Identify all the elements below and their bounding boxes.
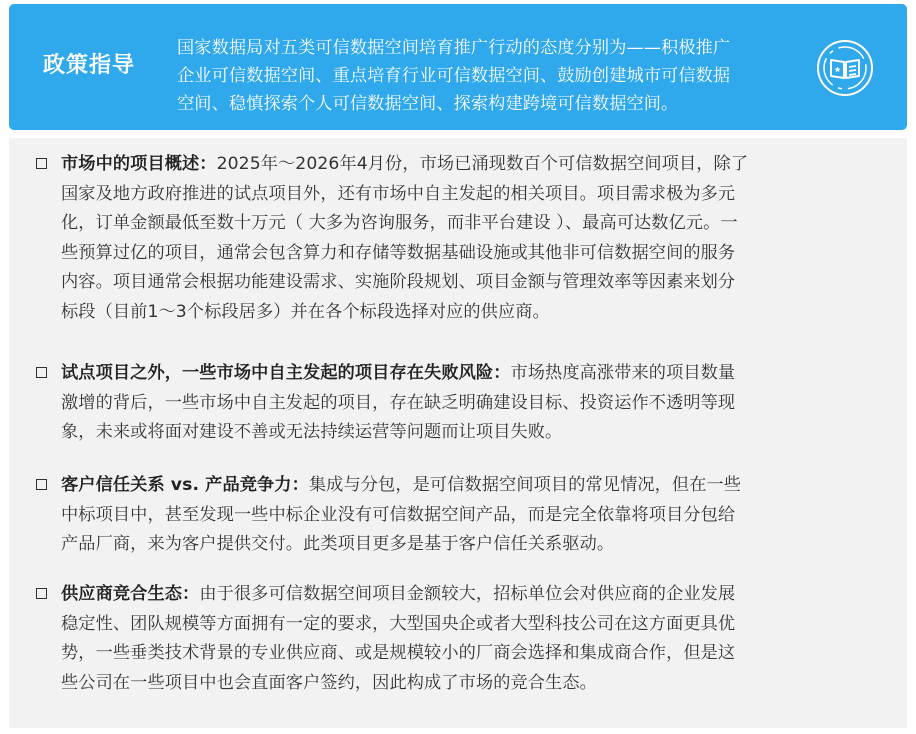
content-panel [9,138,907,728]
checkbox-square-icon [36,588,47,599]
list-item-text: 客户信任关系 vs. 产品竞争力：集成与分包，是可信数据空间项目的常见情况，但在一些 中标项目中，甚至发现一些中标企业没有可信数据空间产品，而是完全依靠将项目分包给 产品厂商，来为客户提供交付。此类项目更多是基于客户信任关系驱动。 [61,475,742,554]
list-item [36,359,886,448]
banner-line: 国家数据局对五类可信数据空间培育推广行动的态度分别为——积极推广 [177,38,731,58]
banner-title: 政策指导 [43,53,136,78]
list-item-heading: 试点项目之外，一些市场中自主发起的项目存在失败风险： [61,363,511,383]
banner-line: 空间、稳慎探索个人可信数据空间、探索构建跨境可信数据空间。 [177,94,679,114]
list-item [36,150,886,327]
list-item-text: 试点项目之外，一些市场中自主发起的项目存在失败风险：市场热度高涨带来的项目数量 激增的背后，一些市场中自主发起的项目，存在缺乏明确建设目标、投资运作不透明等现 象，未来或将面对建设不善或无法持续运营等问题而让项目失败。 [61,363,736,442]
checkbox-square-icon [36,479,47,490]
banner-text [177,34,809,118]
list-item-heading: 市场中的项目概述： [61,154,217,174]
list-item-text: 市场中的项目概述：2025年～2026年4月份，市场已涌现数百个可信数据空间项目，除了 国家及地方政府推进的试点项目外，还有市场中自主发起的相关项目。项目需求极为多元 化，订单金额最低至数十万元（ 大多为咨询服务，而非平台建设 ）、最高可达数亿元。一 些预算过亿的项目，通常会包含算力和存储等数据基础设施或其他非可信数据空间的服务 内容。项目通常会根据功能建设需求、实施阶段规划、项目金额与管理效率等因素来划分 标段（目前1～3个标段居多）并在各个标段选择对应的供应商。 [61,154,749,322]
list-item [36,471,886,560]
policy-guidance-banner [9,4,907,130]
list-item-text: 供应商竞合生态：由于很多可信数据空间项目金额较大，招标单位会对供应商的企业发展 稳定性、团队规模等方面拥有一定的要求，大型国央企或者大型科技公司在这方面更具优 势，一些垂类技术背景的专业供应商、或是规模较小的厂商会选择和集成商合作，但是这 些公司在一些项目中也会直面客户签约，因此构成了市场的竞合生态。 [61,584,736,693]
checkbox-square-icon [36,367,47,378]
book-star-icon [815,38,875,98]
checkbox-square-icon [36,158,47,169]
list-item [36,580,886,698]
banner-line: 企业可信数据空间、重点培育行业可信数据空间、鼓励创建城市可信数据 [177,66,731,86]
list-item-heading: 供应商竞合生态： [61,584,200,604]
list-item-heading: 客户信任关系 vs. 产品竞争力： [61,475,309,495]
